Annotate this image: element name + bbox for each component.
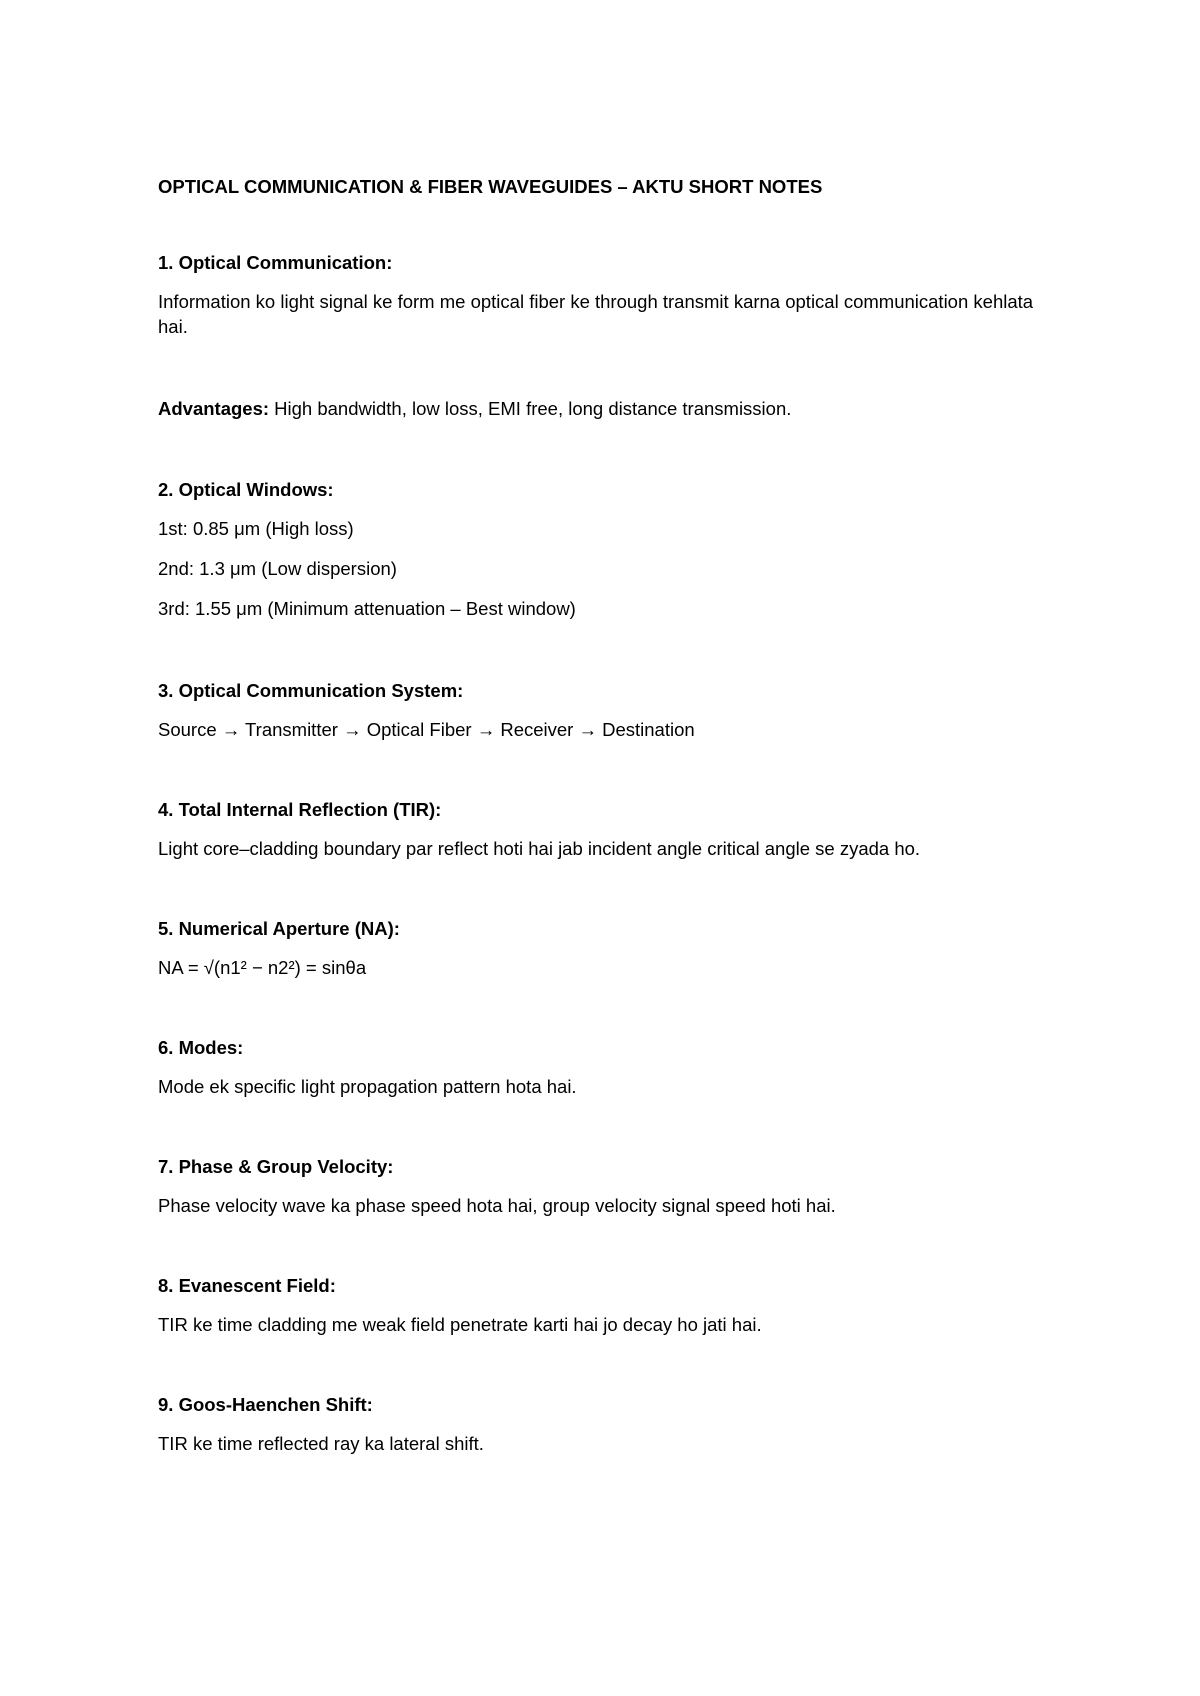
advantages-label: Advantages:	[158, 398, 270, 419]
section-text: Light core–cladding boundary par reflect hoti hai jab incident angle critical angle se zyada ho.	[158, 838, 921, 859]
section-evanescent-field	[158, 1273, 1058, 1337]
section-text: Information ko light signal ke form me optical fiber ke through transmit karna optical communication kehlata hai.	[158, 291, 1034, 337]
section-optical-windows	[158, 477, 1058, 621]
section-text: TIR ke time cladding me weak field penetrate karti hai jo decay ho jati hai.	[158, 1314, 762, 1335]
section-heading: 9. Goos-Haenchen Shift:	[158, 1394, 373, 1415]
section-text: Source → Transmitter → Optical Fiber → Receiver → Destination	[158, 719, 695, 740]
section-heading: 5. Numerical Aperture (NA):	[158, 918, 400, 939]
list-item: 2nd: 1.3 μm (Low dispersion)	[158, 558, 397, 579]
section-numerical-aperture	[158, 916, 1058, 980]
section-heading: 2. Optical Windows:	[158, 479, 334, 500]
section-modes	[158, 1035, 1058, 1099]
section-total-internal-reflection	[158, 797, 1058, 861]
section-text: Phase velocity wave ka phase speed hota hai, group velocity signal speed hoti hai.	[158, 1195, 836, 1216]
section-heading: 8. Evanescent Field:	[158, 1275, 336, 1296]
document-body	[158, 174, 1058, 1456]
section-heading: 1. Optical Communication:	[158, 252, 393, 273]
section-heading: 6. Modes:	[158, 1037, 244, 1058]
list-item: 3rd: 1.55 μm (Minimum attenuation – Best window)	[158, 598, 576, 619]
section-heading: 3. Optical Communication System:	[158, 680, 464, 701]
section-heading: 4. Total Internal Reflection (TIR):	[158, 799, 442, 820]
section-optical-communication	[158, 250, 1058, 339]
section-heading: 7. Phase & Group Velocity:	[158, 1156, 394, 1177]
section-communication-system	[158, 678, 1058, 742]
section-text: Mode ek specific light propagation pattern hota hai.	[158, 1076, 577, 1097]
advantages-line	[158, 396, 1058, 421]
section-phase-group-velocity	[158, 1154, 1058, 1218]
section-text: TIR ke time reflected ray ka lateral shift.	[158, 1433, 484, 1454]
advantages-text: High bandwidth, low loss, EMI free, long distance transmission.	[269, 398, 792, 419]
formula-text: NA = √(n1² − n2²) = sinθa	[158, 957, 367, 978]
list-item: 1st: 0.85 μm (High loss)	[158, 518, 354, 539]
document-title: OPTICAL COMMUNICATION & FIBER WAVEGUIDES – AKTU SHORT NOTES	[158, 176, 823, 197]
section-goos-haenchen-shift	[158, 1392, 1058, 1456]
